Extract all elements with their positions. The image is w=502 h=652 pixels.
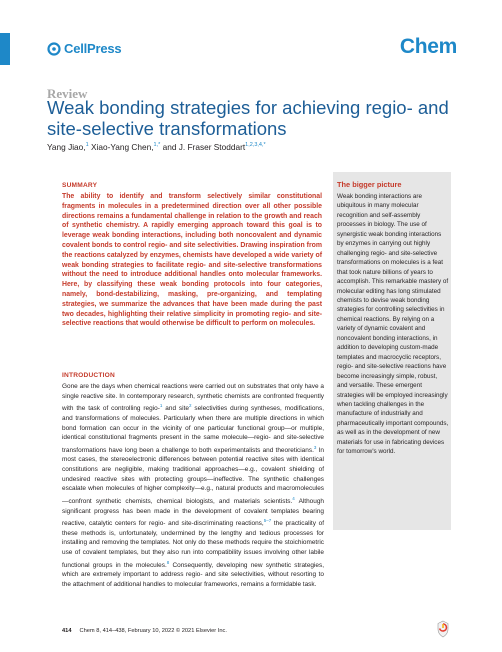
article-type: Review <box>47 86 88 101</box>
author-affiliation[interactable]: 1 <box>85 142 89 149</box>
text-run: and site <box>162 405 189 413</box>
text-run: the practicality of these methods is, unfortunately, undermined by the lengthy and tedious processes for installing and removing the templates. Not only do these methods require the stoichiometric use of covalent templates, but they also run into compatibility issues involving other labile functional groups in the molecules. <box>62 520 325 569</box>
citation-line: Chem 8, 414–438, February 10, 2022 © 2021 Elsevier Inc. <box>79 628 227 634</box>
summary-text: The ability to identify and transform selectively similar constitutional fragments in molecules in a predetermined direction over all other possible directions remains a fundamental challenge in relation to the growth and reach of synthetic chemistry. A rapidly emerging approach toward this goal is to leverage weak bonding interactions, including both noncovalent and dynamic covalent bonds to control regio- and site selectivities. Drawing inspiration from the reactions catalyzed by enzymes, chemists have developed a wide variety of weak bonding strategies to facilitate regio- and site-selective transformations without the need to introduce additional handles onto molecular frameworks. Here, by classifying these weak bonding protocols into four categories, namely, bond-destabilizing, masking, pre-organizing, and templating strategies, we summarize the advances that have been made during the past two decades, highlighting their relative simplicity in promoting regio- and site-selective reactions that would otherwise be difficult to perform on molecules. <box>62 193 322 328</box>
check-for-updates-icon[interactable] <box>436 620 450 638</box>
reference-link[interactable]: 8 <box>166 559 170 565</box>
reference-link[interactable]: 5–7 <box>263 518 272 524</box>
page-number: 414 <box>62 628 72 634</box>
article-title: Weak bonding strategies for achieving regio- and site-selective transformations <box>47 97 449 139</box>
reference-link[interactable]: 4 <box>292 495 295 501</box>
introduction-heading: INTRODUCTION <box>62 372 115 379</box>
brand-color-tab <box>0 33 10 65</box>
author-affiliation[interactable]: 1,2,3,4,* <box>245 142 266 149</box>
author-list <box>47 142 266 152</box>
author-name[interactable]: and J. Fraser Stoddart <box>160 142 246 152</box>
cellpress-logo[interactable] <box>47 41 121 56</box>
bigger-picture-text: Weak bonding interactions are ubiquitous in many molecular recognition and self-assembly processes in biology. The use of synergistic weak bonding interactions by enzymes in carrying out highly challenging regio- and site-selective transformations on molecules is a feat that took nature billions of years to accomplish. This remarkable mastery of molecular editing has long stimulated chemists to devise weak bonding strategies for controlling selectivities in chemical reactions. By relying on a variety of dynamic covalent and noncovalent bonding interactions, in addition to developing custom-made templates and macrocyclic receptors, regio- and site-selective reactions have become increasingly simple, robust, and versatile. These emergent strategies will be employed increasingly when tackling challenges in the manufacture of industrially and pharmaceutically important compounds, as well as in the development of new materials for use in fabricating devices for tomorrow's world. <box>337 193 449 456</box>
cellpress-logo-icon <box>47 42 61 56</box>
journal-name[interactable]: Chem <box>399 35 457 58</box>
reference-link[interactable]: 1 <box>159 403 163 409</box>
bigger-picture-heading: The bigger picture <box>337 180 402 189</box>
summary-heading: SUMMARY <box>62 182 98 189</box>
reference-link[interactable]: 3 <box>313 444 317 450</box>
reference-link[interactable]: 2 <box>188 403 192 409</box>
author-affiliation[interactable]: 1,* <box>153 142 161 149</box>
text-run: selectivities during syntheses, modifications, and transformations of molecules. Particularly when there are multiple directions in which bond formation can occur in the vicinity of one particular functional group—or multiple, identical constitutional fragments present in the same molecule—regio- and site-selective transformations have long been a challenge to both experimentalists and theoreticians. <box>62 405 324 454</box>
text-run: In most cases, the stereoelectronic differences between potential reactive sites with identical constitutions are negligible, making traditional approaches—e.g., covalent shielding of undesired reactive sites with protecting groups—ineffective. The synthetic challenges escalate when molecules of higher complexity—e.g., natural products and macromolecules—confront synthetic chemists, chemical biologists, and materials scientists. <box>62 446 324 505</box>
author-name[interactable]: Xiao-Yang Chen, <box>88 142 154 152</box>
page-footer <box>62 628 227 634</box>
publisher-name: CellPress <box>64 41 122 56</box>
introduction-text <box>62 382 324 590</box>
text-run: Although significant progress has been made in the development of covalent templates bearing reactive, catalytic centers for regio- and site-discriminating reactions, <box>62 497 324 528</box>
author-name[interactable]: Yang Jiao, <box>47 142 86 152</box>
text-run: Consequently, developing new synthetic strategies, which are extremely important to address regio- and site selectivities, without resorting to the attachment of additional handles to molecular frameworks, remains a formidable task. <box>62 561 325 588</box>
text-run: Gone are the days when chemical reactions were carried out on substrates that only have a single reactive site. In contemporary research, synthetic chemists are confronted frequently with the task of controlling regio- <box>62 383 324 413</box>
